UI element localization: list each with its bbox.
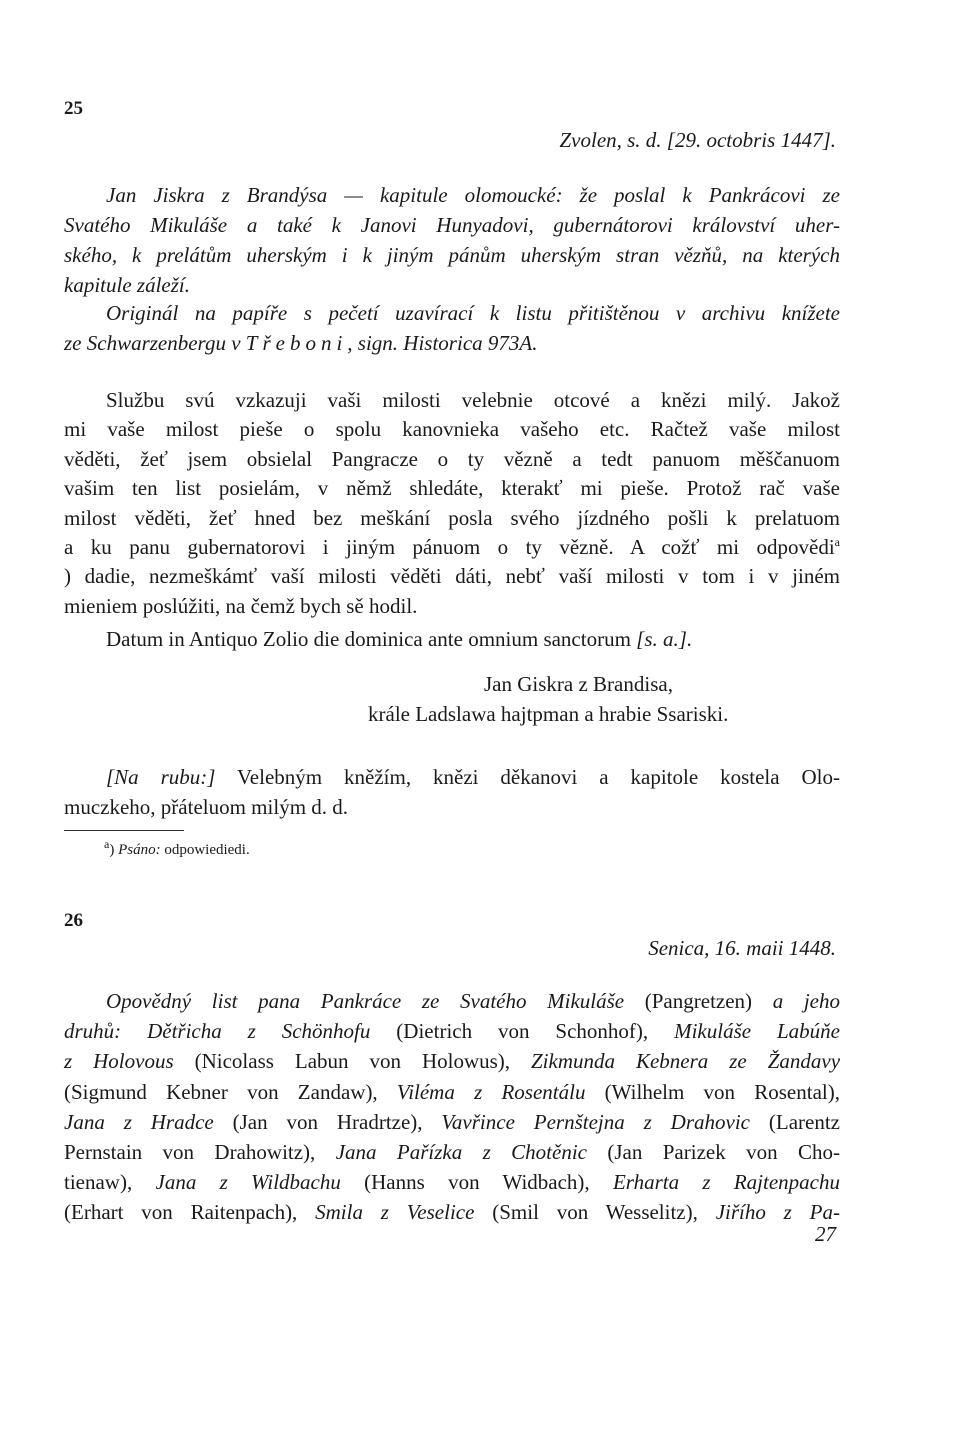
text-segment: a jeho <box>772 989 840 1013</box>
signature-line-2: krále Ladslawa hajtpman a hrabie Ssariski. <box>368 702 729 726</box>
address-label: [Na rubu:] <box>106 765 216 789</box>
address-line: muczkeho, přáteluom milým d. d. <box>64 795 349 819</box>
text-segment: (Pangretzen) <box>624 989 773 1013</box>
regest-26-line <box>64 1077 840 1107</box>
footnote-mark: a <box>834 535 840 550</box>
source-line: Originál na papíře s pečetí uzavírací k listu přitištěnou v archivu knížete <box>106 301 840 325</box>
text-segment: druhů: Dětřicha z Schönhofu <box>64 1019 371 1044</box>
regest-line: Svatého Mikuláše a také k Janovi Hunyadovi, gubernátorovi království uher- <box>64 213 840 237</box>
text-segment: Zikmunda Kebnera ze Žandavy <box>531 1049 841 1074</box>
text-segment: (Jan Parizek von Cho- <box>586 1140 840 1165</box>
regest-26-line <box>64 986 840 1016</box>
regest-line: Jan Jiskra z Brandýsa — kapitule olomoucké: že poslal k Pankrácovi ze <box>106 183 840 207</box>
text-segment: z Holovous <box>64 1049 174 1074</box>
regest-26-line <box>64 1016 840 1046</box>
body-line: ) dadie, nezmeškámť vaší milosti věděti dáti, nebť vaší milosti v tom i v jiném <box>64 564 840 589</box>
text-segment: Jana Pařízka z Chotěnic <box>335 1140 587 1165</box>
address-25: [Na rubu:] Velebným kněžím, knězi děkanovi a kapitole kostela Olo- muczkeho, přáteluom milým d. d. <box>64 762 840 822</box>
place-date-25: Zvolen, s. d. [29. octobris 1447]. <box>559 128 836 152</box>
regest-26 <box>64 986 840 1228</box>
source-line: ze Schwarzenbergu v Třeboni, sign. Historica 973A. <box>64 331 538 355</box>
source-note-25 <box>64 298 840 358</box>
footnote: $^a$) Psáno: odpowiediedi. <box>104 837 250 858</box>
regest-25 <box>64 180 840 300</box>
text-segment: Mikuláše Labúňe <box>674 1019 840 1044</box>
place-date-26: Senica, 16. maii 1448. <box>648 936 836 960</box>
text-segment: (Sigmund Kebner von Zandaw), <box>64 1079 397 1104</box>
text-segment: (Wilhelm von Rosental), <box>585 1079 840 1104</box>
signature-line-1: Jan Giskra z Brandisa, <box>484 672 673 696</box>
body-line: vašim ten list posielám, v němž shledáte, kterakť mi pieše. Protož rač vaše <box>64 476 840 501</box>
text-segment: Viléma z Rosentálu <box>396 1079 586 1104</box>
body-line: a ku panu gubernatorovi i jiným pánuom o ty vězně. A cožť mi odpovědi$^a$ <box>64 535 840 560</box>
page-number: 27 <box>815 1222 836 1246</box>
text-segment: Pernstain von Drahowitz), <box>64 1140 336 1165</box>
text-segment: (Larentz <box>750 1109 840 1134</box>
document-number-25: 25 <box>64 98 83 119</box>
text-segment: Erharta z Rajtenpachu <box>612 1170 840 1195</box>
text-segment: Jiřího z Pa- <box>715 1200 841 1225</box>
text-segment: (Jan von Hradrtze), <box>213 1109 442 1134</box>
regest-26-line <box>64 1167 840 1197</box>
text-segment: Smila z Veselice <box>315 1200 475 1225</box>
text-segment: (Nicolass Labun von Holowus), <box>173 1049 531 1074</box>
text-segment: (Dietrich von Schonhof), <box>370 1019 675 1044</box>
body-line: milost věděti, žeť hned bez meškání posla svého jízdného pošli k prelatuom <box>64 505 840 530</box>
text-segment: Jana z Hradce <box>64 1109 214 1134</box>
regest-26-line <box>64 1046 840 1076</box>
body-line: mi vaše milost pieše o spolu kanovnieka vašeho etc. Račtež vaše milost <box>64 417 840 442</box>
text-segment: Vavřince Pernštejna z Drahovic <box>441 1109 750 1134</box>
letter-body-25 <box>64 386 840 621</box>
text-segment: (Smil von Wesselitz), <box>474 1200 716 1225</box>
regest-26-line <box>64 1197 840 1227</box>
body-line: Službu svú vzkazuji vaši milosti velebnie otcové a knězi milý. Jakož <box>106 388 840 412</box>
datum-25: Datum in Antiquo Zolio die dominica ante omnium sanctorum [s. a.]. <box>106 627 693 651</box>
text-segment: (Erhart von Raitenpach), <box>64 1200 316 1225</box>
text-segment: Opovědný list pana Pankráce ze Svatého Mikuláše <box>106 989 625 1013</box>
regest-26-line <box>64 1107 840 1137</box>
body-line: mieniem poslúžiti, na čemž bych sě hodil. <box>64 593 418 618</box>
body-line: věděti, žeť jsem obsielal Pangracze o ty vězně a tedt panuom měščanuom <box>64 446 840 471</box>
text-segment: (Hanns von Widbach), <box>340 1170 613 1195</box>
footnote-rule <box>64 830 184 831</box>
text-segment: tienaw), <box>64 1170 156 1195</box>
text-segment: Jana z Wildbachu <box>155 1170 341 1195</box>
archive-place: Třeboni <box>245 331 348 355</box>
document-number-26: 26 <box>64 910 83 931</box>
regest-line: ského, k prelátům uherským i k jiným pánům uherským stran vězňů, na kterých <box>64 243 840 267</box>
regest-26-line <box>64 1137 840 1167</box>
regest-line: kapitule záleží. <box>64 273 190 297</box>
